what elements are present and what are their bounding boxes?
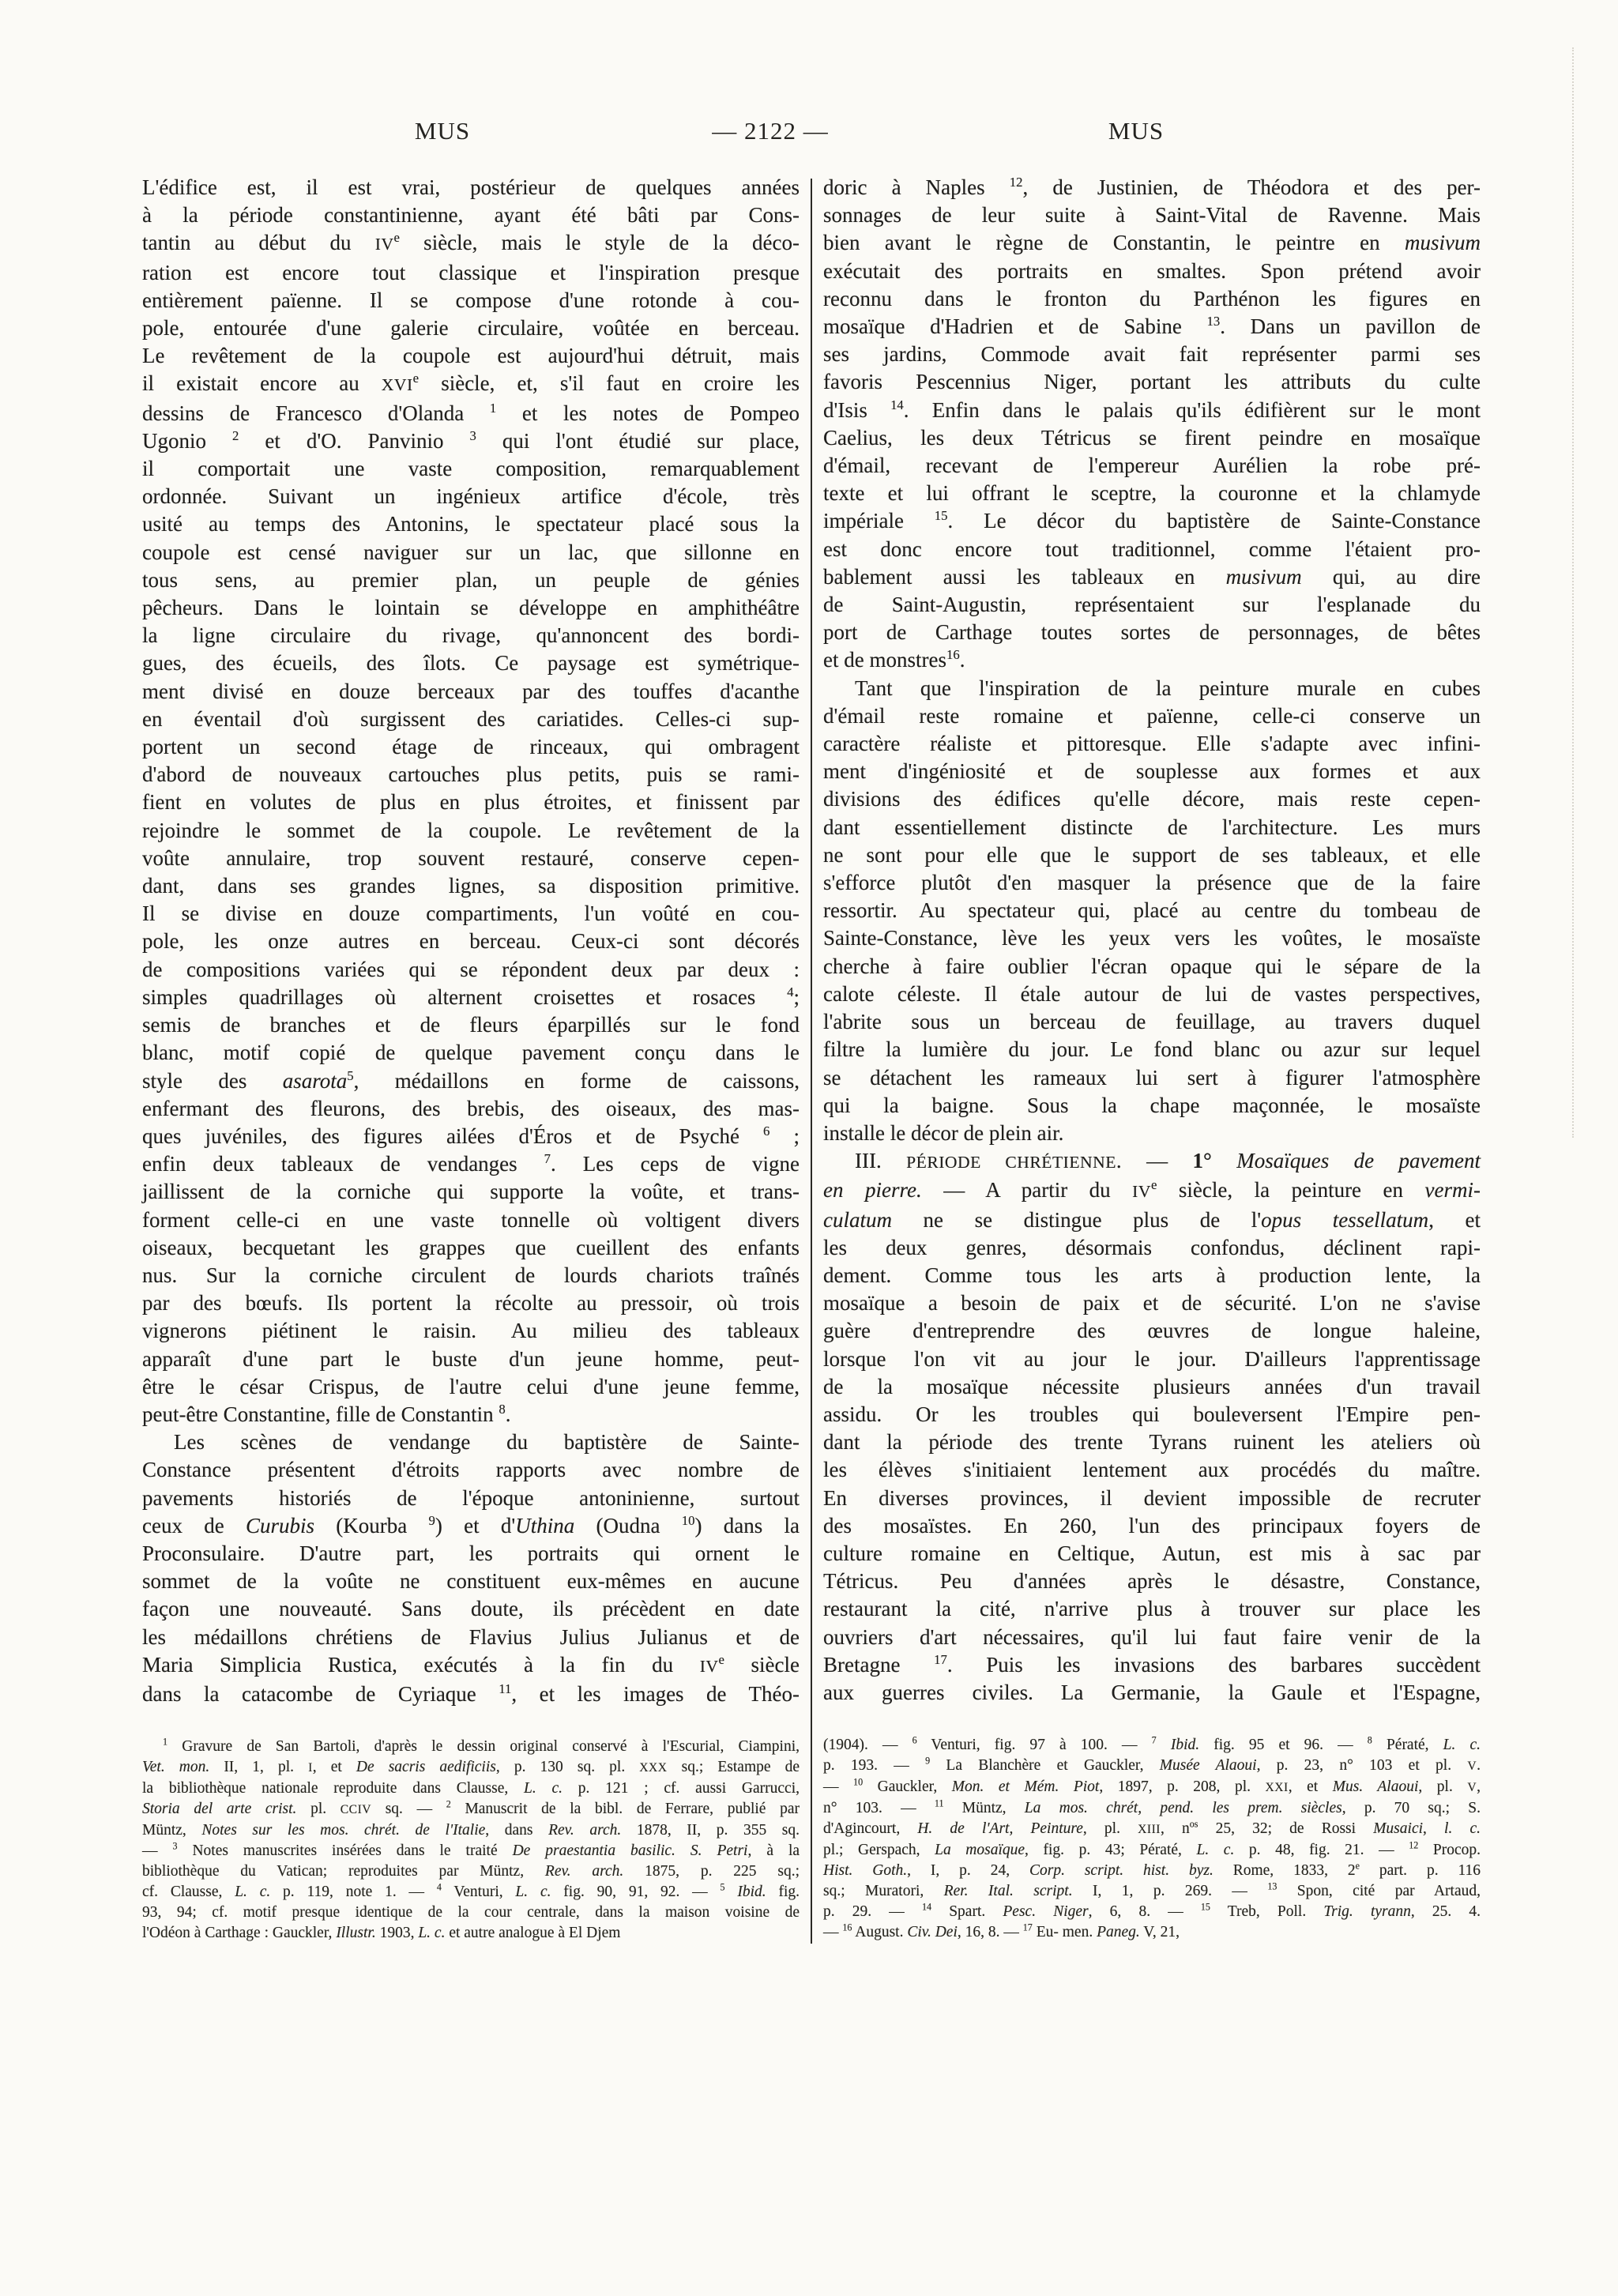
text-line: p. 29. — $^{14}$ Spart. Pesc. Niger, 6, 8. — $^{15}$ Treb, Poll. Trig. tyrann, 25. 4. xyxy=(823,1901,1481,1921)
text-line: Müntz, Notes sur les mos. chrét. de l'Italie, dans Rev. arch. 1878, II, p. 355 sq. xyxy=(142,1822,800,1839)
text-line: il comportait une vaste composition, remarquablement xyxy=(142,457,800,481)
text-line: entièrement païenne. Il se compose d'une rotonde à cou- xyxy=(142,288,800,312)
text-line: Le revêtement de la coupole est aujourd'hui détruit, mais xyxy=(142,344,800,368)
text-line: p. 193. — $^9$ La Blanchère et Gauckler, Musée Alaoui, p. 23, n° 103 et pl. V. xyxy=(823,1755,1481,1775)
text-line: sonnages de leur suite à Saint-Vital de Ravenne. Mais xyxy=(823,203,1481,228)
text-line: pole, entourée d'une galerie circulaire, voûtée en berceau. xyxy=(142,316,800,341)
running-title-left: MUS xyxy=(414,117,471,145)
text-line: Les scènes de vendange du baptistère de Sainte- xyxy=(174,1430,800,1455)
text-line: ment d'ingéniosité et de souplesse aux formes et aux xyxy=(823,759,1481,784)
text-line: par des bœufs. Ils portent la récolte au pressoir, où trois xyxy=(142,1291,800,1315)
text-line: de compositions variées qui se répondent deux par deux : xyxy=(142,957,800,981)
text-line: de Saint-Augustin, représentaient sur l'esplanade du xyxy=(823,593,1481,617)
text-line: il existait encore au XVIe siècle, et, s'il faut en croire les xyxy=(142,371,800,396)
text-line: Bretagne $^{17}$. Puis les invasions des barbares succèdent xyxy=(823,1651,1481,1677)
text-line: tantin au début du IVe siècle, mais le style de la déco- xyxy=(142,230,800,255)
text-line: des mosaïstes. En 260, l'un des principaux foyers de xyxy=(823,1513,1481,1538)
right-column xyxy=(823,174,1481,1943)
text-line: jaillissent de la corniche qui supporte la voûte, et trans- xyxy=(142,1180,800,1204)
text-line: Hist. Goth., I, p. 24, Corp. script. hist. byz. Rome, 1833, 2e part. p. 116 xyxy=(823,1860,1481,1880)
text-line: coupole est censé naviguer sur un lac, que sillonne en xyxy=(142,540,800,564)
text-line: pole, les onze autres en berceau. Ceux-ci sont décorés xyxy=(142,929,800,954)
text-line: favoris Pescennius Niger, portant les attributs du culte xyxy=(823,370,1481,394)
text-line: pêcheurs. Dans le lointain se développe en amphithéâtre xyxy=(142,596,800,620)
text-line: ne sont pour elle que le support de ses tableaux, et elle xyxy=(823,842,1481,867)
text-line: rejoindre le sommet de la coupole. Le revêtement de la xyxy=(142,818,800,842)
page-header xyxy=(0,117,1618,150)
text-line: d'abord de nouveaux cartouches plus petits, puis se rami- xyxy=(142,762,800,787)
text-line: d'Agincourt, H. de l'Art, Peinture, pl. XIII, $n^{os}$ 25, 32; de Rossi Musaici, l. c. xyxy=(823,1818,1481,1838)
text-line: l'abrite sous un berceau de feuillage, au travers duquel xyxy=(823,1010,1481,1034)
text-line: les médaillons chrétiens de Flavius Julius Julianus et de xyxy=(142,1624,800,1649)
text-line: filtre la lumière du jour. Le fond blanc ou azur sur lequel xyxy=(823,1037,1481,1062)
text-line: la ligne circulaire du rivage, qu'annoncent des bordi- xyxy=(142,623,800,648)
text-line: Ugonio $^2$ et d'O. Panvinio $^3$ qui l'ont étudié sur place, xyxy=(142,427,800,453)
text-line: exécutait des portraits en smaltes. Spon prétend avoir xyxy=(823,258,1481,283)
text-line: III. PÉRIODE CHRÉTIENNE. — 1° Mosaïques de pavement xyxy=(855,1149,1481,1173)
left-column-footnotes xyxy=(142,1737,800,1944)
text-line: nus. Sur la corniche circulent de lourds chariots traînés xyxy=(142,1263,800,1287)
text-line: ressortir. Au spectateur qui, placé au centre du tombeau de xyxy=(823,898,1481,923)
text-line: restaurant la cité, n'arrive plus à trouver sur place les xyxy=(823,1597,1481,1621)
text-line: qui la baigne. Sous la chape maçonnée, le mosaïste xyxy=(823,1093,1481,1117)
text-line: bibliothèque du Vatican; reproduites par Müntz, Rev. arch. 1875, p. 225 sq.; xyxy=(142,1863,800,1880)
text-line: oiseaux, becquetant les grappes que cueillent des enfants xyxy=(142,1235,800,1259)
text-line: installe le décor de plein air. xyxy=(823,1120,1064,1145)
text-line: peut-être Constantine, fille de Constantin $^8$. xyxy=(142,1401,511,1426)
text-line: mosaïque d'Hadrien et de Sabine $^{13}$. Dans un pavillon de xyxy=(823,314,1481,339)
text-line: les élèves s'initiaient lentement aux procédés du maître. xyxy=(823,1458,1481,1482)
running-title-right: MUS xyxy=(1108,117,1165,145)
text-line: ment divisé en douze berceaux par des touffes d'acanthe xyxy=(142,679,800,703)
text-line: mosaïque a besoin de paix et de sécurité. L'on ne s'avise xyxy=(823,1291,1481,1315)
column-divider-rule xyxy=(811,179,812,1944)
text-line: en pierre. — A partir du IVe siècle, la peinture en vermi- xyxy=(823,1177,1481,1203)
text-line: Proconsulaire. D'autre part, les portraits qui ornent le xyxy=(142,1541,800,1565)
text-line: portent un second étage de rinceaux, qui ombragent xyxy=(142,735,800,759)
text-line: cf. Clausse, L. c. p. 119, note 1. — $^4$ Venturi, L. c. fig. 90, 91, 92. — $^5$ Ibid. fig. xyxy=(142,1881,800,1901)
text-line: impériale $^{15}$. Le décor du baptistère de Sainte-Constance xyxy=(823,508,1481,533)
text-line: sommet de la voûte ne constituent eux-mêmes en aucune xyxy=(142,1569,800,1594)
text-line: lorsque l'on vit au jour le jour. D'ailleurs l'apprentissage xyxy=(823,1346,1481,1371)
text-line: d'Isis $^{14}$. Enfin dans le palais qu'ils édifièrent sur le mont xyxy=(823,397,1481,422)
text-line: divisions des édifices qu'elle décore, mais reste cepen- xyxy=(823,787,1481,811)
text-line: (1904). — $^6$ Venturi, fig. 97 à 100. — $^7$ Ibid. fig. 95 et 96. — $^8$ Pératé, L. c. xyxy=(823,1734,1481,1754)
text-line: Tant que l'inspiration de la peinture murale en cubes xyxy=(855,676,1481,700)
text-line: 93, 94; cf. motif presque identique de la cour centrale, dans la maison voisine de xyxy=(142,1904,800,1921)
text-line: Vet. mon. II, 1, pl. I, et De sacris aedificiis, p. 130 sq. pl. XXX sq.; Estampe de xyxy=(142,1759,800,1776)
text-line: être le césar Crispus, de l'autre celui d'une jeune femme, xyxy=(142,1374,800,1398)
text-line: enfin deux tableaux de vendanges $^7$. Les ceps de vigne xyxy=(142,1151,800,1176)
text-line: culture romaine en Celtique, Autun, est mis à sac par xyxy=(823,1541,1481,1565)
text-line: ouvriers d'art nécessaires, qu'il lui faut faire venir de la xyxy=(823,1624,1481,1649)
text-line: — $^{16}$ August. Civ. Dei, 16, 8. — $^{17}$ Eu- men. Paneg. V, 21, xyxy=(823,1921,1180,1941)
right-column-footnotes xyxy=(823,1735,1481,1943)
text-line: simples quadrillages où alternent croisettes et rosaces $^4$; xyxy=(142,984,800,1009)
text-line: semis de branches et de fleurs éparpillés sur le fond xyxy=(142,1013,800,1037)
text-line: culatum ne se distingue plus de l'opus tessellatum, et xyxy=(823,1207,1481,1232)
text-line: pavements historiés de l'époque antoninienne, surtout xyxy=(142,1485,800,1510)
text-line: l'Odéon à Carthage : Gauckler, Illustr. 1903, L. c. et autre analogue à El Djem xyxy=(142,1925,621,1942)
text-line: apparaît d'une part le buste d'un jeune homme, peut- xyxy=(142,1346,800,1371)
text-line: reconnu dans le fronton du Parthénon les figures en xyxy=(823,286,1481,311)
text-line: à la période constantinienne, ayant été bâti par Cons- xyxy=(142,203,800,228)
text-line: et de monstres$^{16}$. xyxy=(823,647,965,672)
text-line: En diverses provinces, il devient impossible de recruter xyxy=(823,1485,1481,1510)
text-line: vignerons piétinent le raisin. Au milieu des tableaux xyxy=(142,1319,800,1343)
text-line: s'efforce plutôt d'en masquer la présence que de la faire xyxy=(823,871,1481,895)
text-line: n° 103. — $^{11}$ Müntz, La mos. chrét, pend. les prem. siècles, p. 70 sq.; S. xyxy=(823,1797,1481,1817)
text-line: Tétricus. Peu d'années après le désastre, Constance, xyxy=(823,1569,1481,1594)
text-line: dant, dans ses grandes lignes, sa disposition primitive. xyxy=(142,874,800,898)
text-line: voûte annulaire, trop souvent restauré, conserve cepen- xyxy=(142,845,800,870)
text-line: dant la période des trente Tyrans ruinent les ateliers où xyxy=(823,1430,1481,1455)
page-number: — 2122 — xyxy=(712,117,829,145)
text-line: dessins de Francesco d'Olanda $^1$ et les notes de Pompeo xyxy=(142,400,800,425)
text-line: doric à Naples $^{12}$, de Justinien, de Théodora et des per- xyxy=(823,175,1481,199)
text-line: blanc, motif copié de quelque pavement conçu dans le xyxy=(142,1041,800,1065)
text-line: caractère réaliste et pittoresque. Elle s'adapte avec infini- xyxy=(823,732,1481,756)
text-line: $^1$ Gravure de San Bartoli, d'après le dessin original conservé à l'Escurial, Ciampini, xyxy=(163,1736,800,1756)
text-line: ordonnée. Suivant un ingénieux artifice d'école, très xyxy=(142,484,800,509)
text-line: se détachent les rameaux lui sert à figurer l'atmosphère xyxy=(823,1065,1481,1090)
text-line: la bibliothèque nationale reproduite dans Clausse, L. c. p. 121 ; cf. aussi Garrucci, xyxy=(142,1780,800,1797)
text-line: ceux de Curubis (Kourba $^9$) et d'Uthina (Oudna $^{10}$) dans la xyxy=(142,1512,800,1538)
text-line: L'édifice est, il est vrai, postérieur de quelques années xyxy=(142,175,800,199)
text-line: bien avant le règne de Constantin, le peintre en musivum xyxy=(823,231,1481,255)
text-line: dement. Comme tous les arts à production lente, la xyxy=(823,1263,1481,1287)
text-line: en éventail d'où surgissent des cariatides. Celles-ci sup- xyxy=(142,706,800,731)
left-column xyxy=(142,174,800,1944)
text-line: forment celle-ci en une vaste tonnelle où voltigent divers xyxy=(142,1207,800,1232)
text-line: texte et lui offrant le sceptre, la couronne et la chlamyde xyxy=(823,481,1481,506)
text-line: Maria Simplicia Rustica, exécutés à la fin du IVe siècle xyxy=(142,1651,800,1677)
text-line: — $^3$ Notes manuscrites insérées dans le traité De praestantia basilic. S. Petri, à la xyxy=(142,1840,800,1860)
text-line: Constance présentent d'étroits rapports avec nombre de xyxy=(142,1458,800,1482)
text-line: aux guerres civiles. La Germanie, la Gaule et l'Espagne, xyxy=(823,1680,1481,1704)
text-line: style des asarota$^5$, médaillons en forme de caissons, xyxy=(142,1067,800,1093)
text-line: Il se divise en douze compartiments, l'un voûté en cou- xyxy=(142,901,800,926)
text-line: dans la catacombe de Cyriaque $^{11}$, et les images de Théo- xyxy=(142,1681,800,1706)
text-line: Sainte-Constance, lève les yeux vers les voûtes, le mosaïste xyxy=(823,926,1481,950)
text-line: guère d'entreprendre des œuvres de longue haleine, xyxy=(823,1319,1481,1343)
text-line: tous sens, au premier plan, un peuple de génies xyxy=(142,567,800,592)
right-column-body xyxy=(823,174,1481,1707)
text-line: enfermant des fleurons, des brebis, des oiseaux, des mas- xyxy=(142,1096,800,1120)
text-line: gues, des écueils, des îlots. Ce paysage est symétrique- xyxy=(142,651,800,676)
text-line: port de Carthage toutes sortes de personnages, de bêtes xyxy=(823,620,1481,645)
text-line: ses jardins, Commode avait fait représenter parmi ses xyxy=(823,342,1481,367)
page-edge-artifact xyxy=(1572,47,1574,1138)
text-line: façon une nouveauté. Sans doute, ils précèdent en date xyxy=(142,1597,800,1621)
text-line: Caelius, les deux Tétricus se firent peindre en mosaïque xyxy=(823,425,1481,450)
text-line: est donc encore tout traditionnel, comme l'étaient pro- xyxy=(823,536,1481,561)
text-line: d'émail, recevant de l'empereur Aurélien la robe pré- xyxy=(823,454,1481,478)
text-line: d'émail reste romaine et païenne, celle-ci conserve un xyxy=(823,703,1481,728)
text-line: fient en volutes de plus en plus étroites, et finissent par xyxy=(142,790,800,815)
text-line: assidu. Or les troubles qui bouleversent l'Empire pen- xyxy=(823,1402,1481,1426)
text-line: cherche à faire oublier l'écran opaque qui le sépare de la xyxy=(823,954,1481,978)
text-line: ques juvéniles, des figures ailées d'Éros et de Psyché $^6$ ; xyxy=(142,1123,800,1148)
text-line: calote céleste. Il étale autour de lui de vastes perspectives, xyxy=(823,981,1481,1006)
left-column-body xyxy=(142,174,800,1708)
text-line: bablement aussi les tableaux en musivum qui, au dire xyxy=(823,564,1481,589)
text-line: sq.; Muratori, Rer. Ital. script. I, 1, p. 269. — $^{13}$ Spon, cité par Artaud, xyxy=(823,1880,1481,1900)
text-line: Storia del arte crist. pl. CCIV sq. — $^2$ Manuscrit de la bibl. de Ferrare, publié par xyxy=(142,1798,800,1818)
text-line: dant essentiellement distincte de l'architecture. Les murs xyxy=(823,815,1481,839)
text-line: ration est encore tout classique et l'inspiration presque xyxy=(142,260,800,284)
text-line: usité au temps des Antonins, le spectateur placé sous la xyxy=(142,512,800,536)
text-line: — $^{10}$ Gauckler, Mon. et Mém. Piot, 1897, p. 208, pl. XXI, et Mus. Alaoui, pl. V, xyxy=(823,1776,1481,1796)
text-line: pl.; Gerspach, La mosaïque, fig. p. 43; Pératé, L. c. p. 48, fig. 21. — $^{12}$ Procop. xyxy=(823,1839,1481,1859)
text-line: les deux genres, désormais confondus, déclinent rapi- xyxy=(823,1235,1481,1259)
text-line: de la mosaïque nécessite plusieurs années d'un travail xyxy=(823,1374,1481,1398)
